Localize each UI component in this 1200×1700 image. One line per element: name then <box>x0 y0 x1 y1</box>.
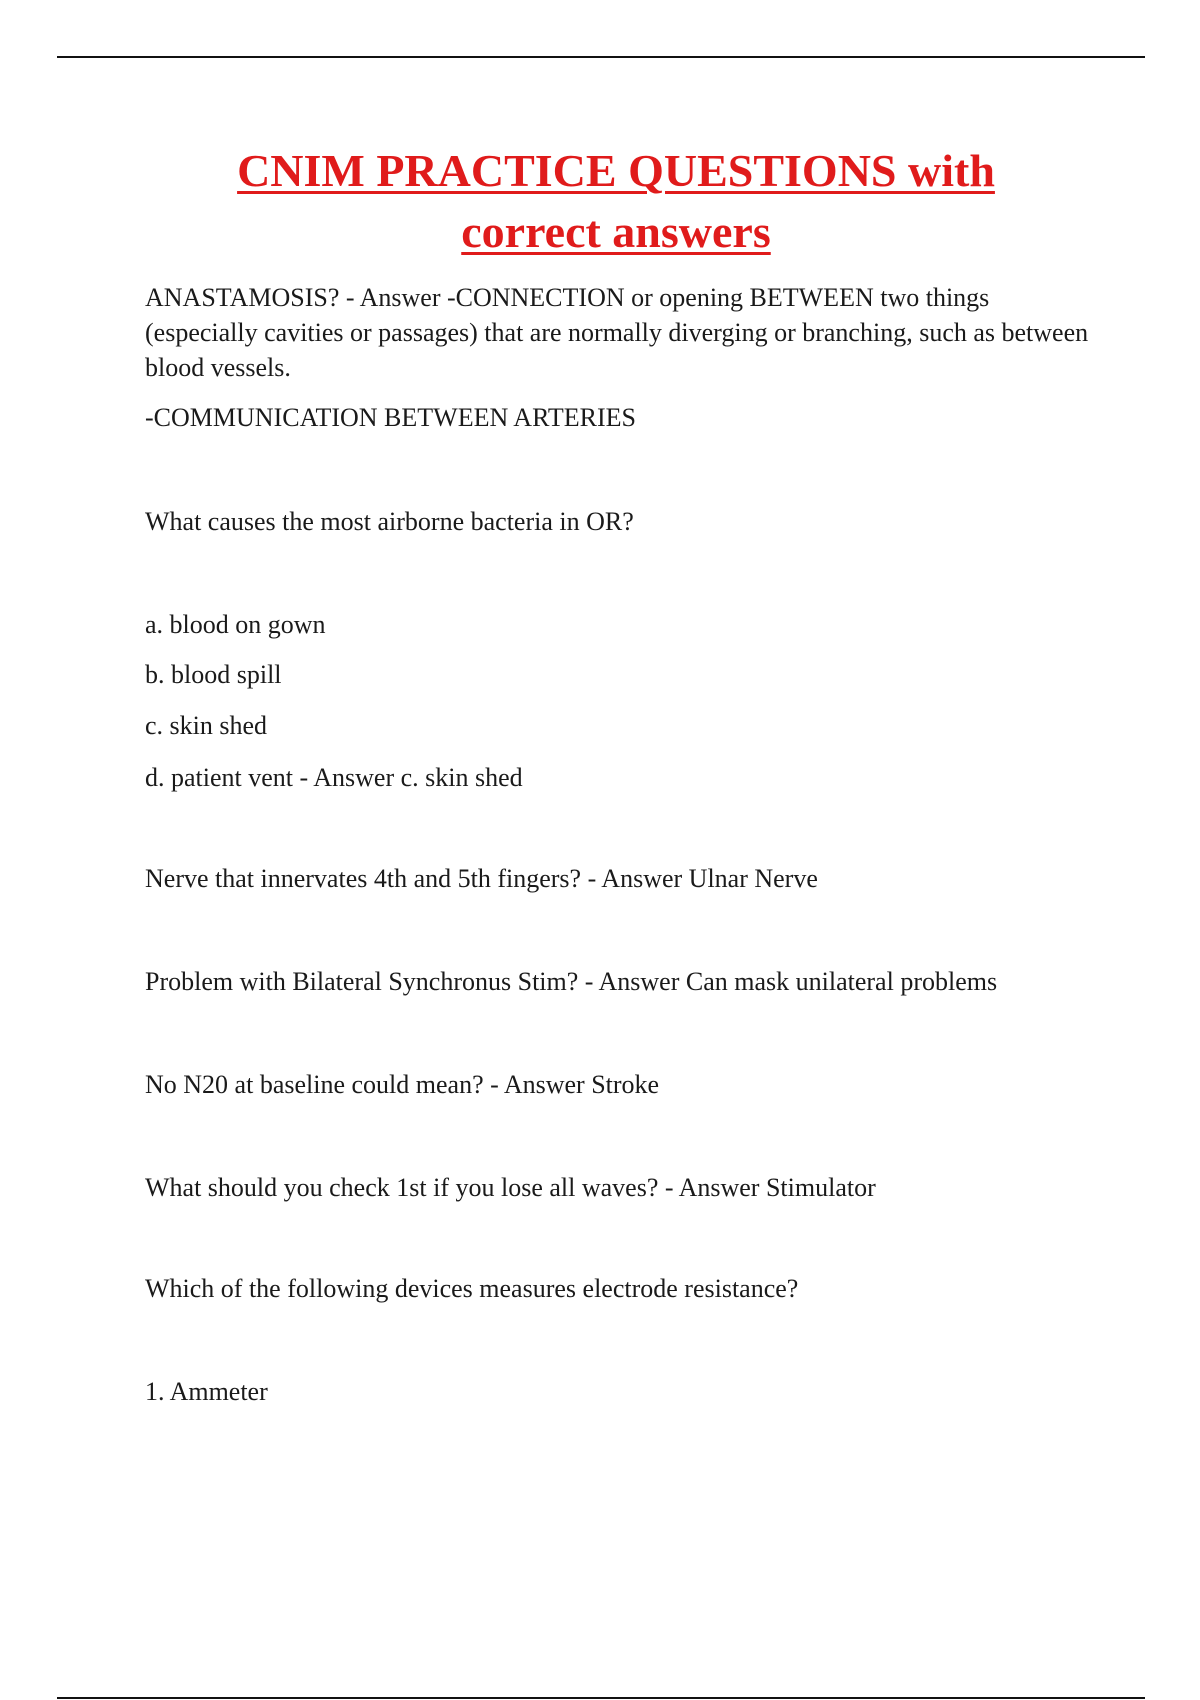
question-airborne-bacteria: What causes the most airborne bacteria in OR? <box>145 507 634 536</box>
qa-anastamosis-extra: -COMMUNICATION BETWEEN ARTERIES <box>145 403 636 432</box>
qa-lose-waves: What should you check 1st if you lose all waves? - Answer Stimulator <box>145 1173 876 1202</box>
option-c: c. skin shed <box>145 711 268 740</box>
option-a: a. blood on gown <box>145 610 326 639</box>
top-rule <box>57 56 1145 58</box>
bottom-rule <box>57 1697 1145 1699</box>
option-1: 1. Ammeter <box>145 1377 268 1406</box>
qa-nerve: Nerve that innervates 4th and 5th fingers? - Answer Ulnar Nerve <box>145 864 818 893</box>
option-b: b. blood spill <box>145 660 282 689</box>
qa-anastamosis: ANASTAMOSIS? - Answer -CONNECTION or opening BETWEEN two things (especially cavities or passages) that are normally diverging or branching, such as between blood vessels. <box>145 283 1089 382</box>
document-title <box>0 140 1200 262</box>
qa-bilateral-stim: Problem with Bilateral Synchronus Stim? - Answer Can mask unilateral problems <box>145 967 998 996</box>
title-line-2: correct answers <box>461 206 771 257</box>
title-line-1: CNIM PRACTICE QUESTIONS with <box>237 145 995 196</box>
option-d-with-answer: d. patient vent - Answer c. skin shed <box>145 763 523 792</box>
question-electrode-resistance: Which of the following devices measures electrode resistance? <box>145 1274 799 1303</box>
qa-n20: No N20 at baseline could mean? - Answer Stroke <box>145 1070 660 1099</box>
